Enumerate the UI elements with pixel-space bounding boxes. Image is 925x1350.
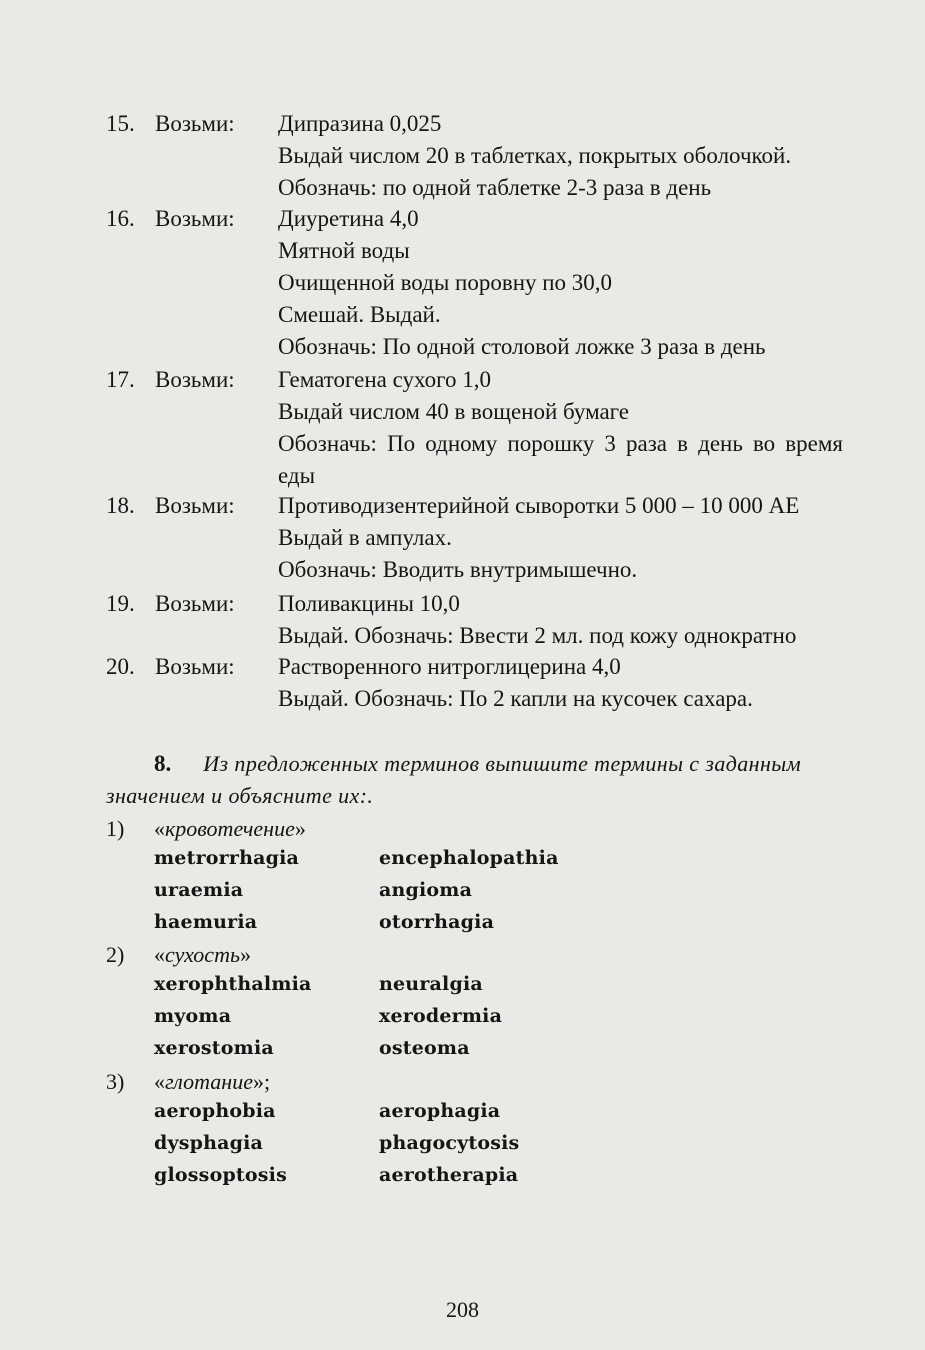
latin-term: phagocytosis	[379, 1132, 520, 1154]
prescription-keyword: Возьми:	[155, 654, 235, 679]
prescription-lines	[278, 364, 843, 492]
prescription-keyword: Возьми:	[155, 111, 235, 136]
prescription-number: 16.	[106, 206, 135, 231]
prescription-line: Диуретина 4,0	[278, 206, 419, 231]
prescription-line: Выдай числом 40 в вощеной бумаге	[278, 399, 630, 424]
term-row	[154, 1034, 654, 1066]
prescription-keyword: Возьми:	[155, 591, 235, 616]
prescription-number: 15.	[106, 111, 135, 136]
prescription-line: Обозначь: по одной таблетке 2-3 раза в день	[278, 175, 712, 200]
prescription-line: Дипразина 0,025	[278, 111, 442, 136]
term-row	[154, 970, 654, 1002]
term-table	[154, 844, 654, 940]
prescription-line: Выдай. Обозначь: Ввести 2 мл. под кожу однократно	[278, 623, 797, 648]
term-group-number: 2)	[106, 942, 125, 967]
prescription-lines	[278, 588, 843, 652]
prescription-line: Выдай числом 20 в таблетках, покрытых оболочкой.	[278, 143, 792, 168]
term-row	[154, 844, 654, 876]
prescription-line: Мятной воды	[278, 238, 410, 263]
latin-term: myoma	[154, 1005, 232, 1027]
prescription-lines	[278, 490, 843, 586]
prescription-line: Поливакцины 10,0	[278, 591, 460, 616]
prescription-number: 18.	[106, 493, 135, 518]
latin-term: angioma	[379, 879, 473, 901]
latin-term: uraemia	[154, 879, 244, 901]
prescription-keyword: Возьми:	[155, 493, 235, 518]
term-row	[154, 876, 654, 908]
term-row	[154, 1097, 654, 1129]
latin-term: metrorrhagia	[154, 847, 300, 869]
term-table	[154, 1097, 654, 1193]
latin-term: aerophagia	[379, 1100, 501, 1122]
prescription-line: Выдай. Обозначь: По 2 капли на кусочек сахара.	[278, 686, 753, 711]
latin-term: xerophthalmia	[154, 973, 312, 995]
prescription-line: Обозначь: По одной столовой ложке 3 раза в день	[278, 334, 766, 359]
latin-term: haemuria	[154, 911, 258, 933]
prescription-line: Противодизентерийной сыворотки 5 000 – 10 000 АЕ	[278, 493, 800, 518]
prescription-number: 17.	[106, 367, 135, 392]
prescription-line: Очищенной воды поровну по 30,0	[278, 270, 613, 295]
latin-term: xerostomia	[154, 1037, 274, 1059]
prescription-lines	[278, 108, 843, 204]
term-row	[154, 1129, 654, 1161]
latin-term: xerodermia	[379, 1005, 503, 1027]
latin-term: aerotherapia	[379, 1164, 519, 1186]
latin-term: otorrhagia	[379, 911, 495, 933]
term-table	[154, 970, 654, 1066]
prescription-line: Выдай в ампулах.	[278, 525, 452, 550]
task-instruction: Из предложенных терминов выпишите термины с заданным значением и объясните их:.	[106, 751, 802, 808]
prescription-line: Растворенного нитроглицерина 4,0	[278, 654, 621, 679]
latin-term: glossoptosis	[154, 1164, 287, 1186]
term-group-meaning: «сухость»	[154, 942, 251, 967]
prescription-keyword: Возьми:	[155, 367, 235, 392]
latin-term: aerophobia	[154, 1100, 276, 1122]
latin-term: neuralgia	[379, 973, 483, 995]
latin-term: osteoma	[379, 1037, 470, 1059]
prescription-line: Обозначь: Вводить внутримышечно.	[278, 557, 638, 582]
term-row	[154, 1161, 654, 1193]
page-number: 208	[446, 1297, 479, 1322]
prescription-line: Смешай. Выдай.	[278, 302, 441, 327]
prescription-keyword: Возьми:	[155, 206, 235, 231]
term-row	[154, 1002, 654, 1034]
prescription-lines	[278, 203, 843, 363]
prescription-number: 19.	[106, 591, 135, 616]
task-8	[106, 748, 841, 812]
prescription-lines	[278, 651, 843, 715]
prescription-line: Обозначь: По одному порошку 3 раза в день во время еды	[278, 431, 843, 488]
term-group-number: 1)	[106, 816, 125, 841]
prescription-line: Гематогена сухого 1,0	[278, 367, 492, 392]
latin-term: dysphagia	[154, 1132, 264, 1154]
prescription-number: 20.	[106, 654, 135, 679]
latin-term: encephalopathia	[379, 847, 559, 869]
task-number: 8.	[154, 751, 172, 776]
term-group-meaning: «глотание»;	[154, 1069, 271, 1094]
term-row	[154, 908, 654, 940]
term-group-meaning: «кровотечение»	[154, 816, 306, 841]
term-group-number: 3)	[106, 1069, 125, 1094]
